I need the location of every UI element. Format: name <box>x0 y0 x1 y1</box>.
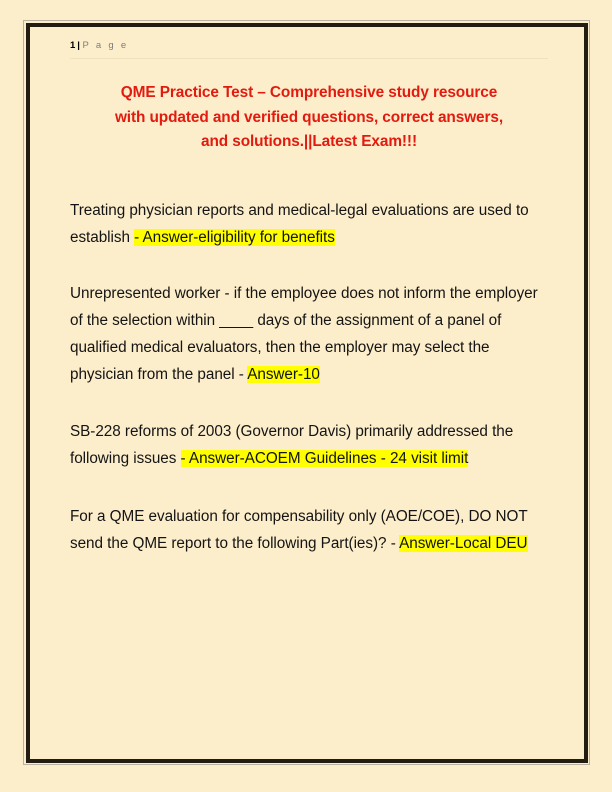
question-text: For a QME evaluation for compensability only (AOE/COE), DO NOT send the QME report to the following Part(ies)? - <box>70 507 528 552</box>
answer-highlight: - Answer-eligibility for benefits <box>134 228 335 246</box>
header-divider <box>70 58 548 59</box>
answer-highlight: - Answer-ACOEM Guidelines - 24 visit limit <box>180 449 469 467</box>
answer-highlight: Answer-10 <box>247 365 320 383</box>
question-text: Unrepresented worker - if the employee does not inform the employer of the selection within ____ days of the assignment of a panel of qualified medical evaluators, then the employer may select the physician from the panel - <box>70 284 538 383</box>
title-line-1: QME Practice Test – Comprehensive study resource <box>120 84 498 101</box>
page-content <box>30 27 584 759</box>
qa-block <box>70 197 554 251</box>
answer-highlight: Answer-Local DEU <box>399 534 528 552</box>
header-separator: | <box>77 40 81 51</box>
question-text: Treating physician reports and medical-legal evaluations are used to establish <box>70 201 529 246</box>
header-page-label: P a g e <box>82 40 129 51</box>
page-title <box>72 81 546 155</box>
running-header <box>70 33 554 56</box>
question-text: SB-228 reforms of 2003 (Governor Davis) primarily addressed the following issues <box>70 422 514 467</box>
qa-block <box>70 503 554 557</box>
qa-block <box>70 418 554 472</box>
header-page-number: 1 <box>70 40 76 51</box>
title-line-3: and solutions.||Latest Exam!!! <box>201 133 417 150</box>
qa-block <box>70 280 554 388</box>
title-line-2: with updated and verified questions, correct answers, <box>114 108 504 126</box>
